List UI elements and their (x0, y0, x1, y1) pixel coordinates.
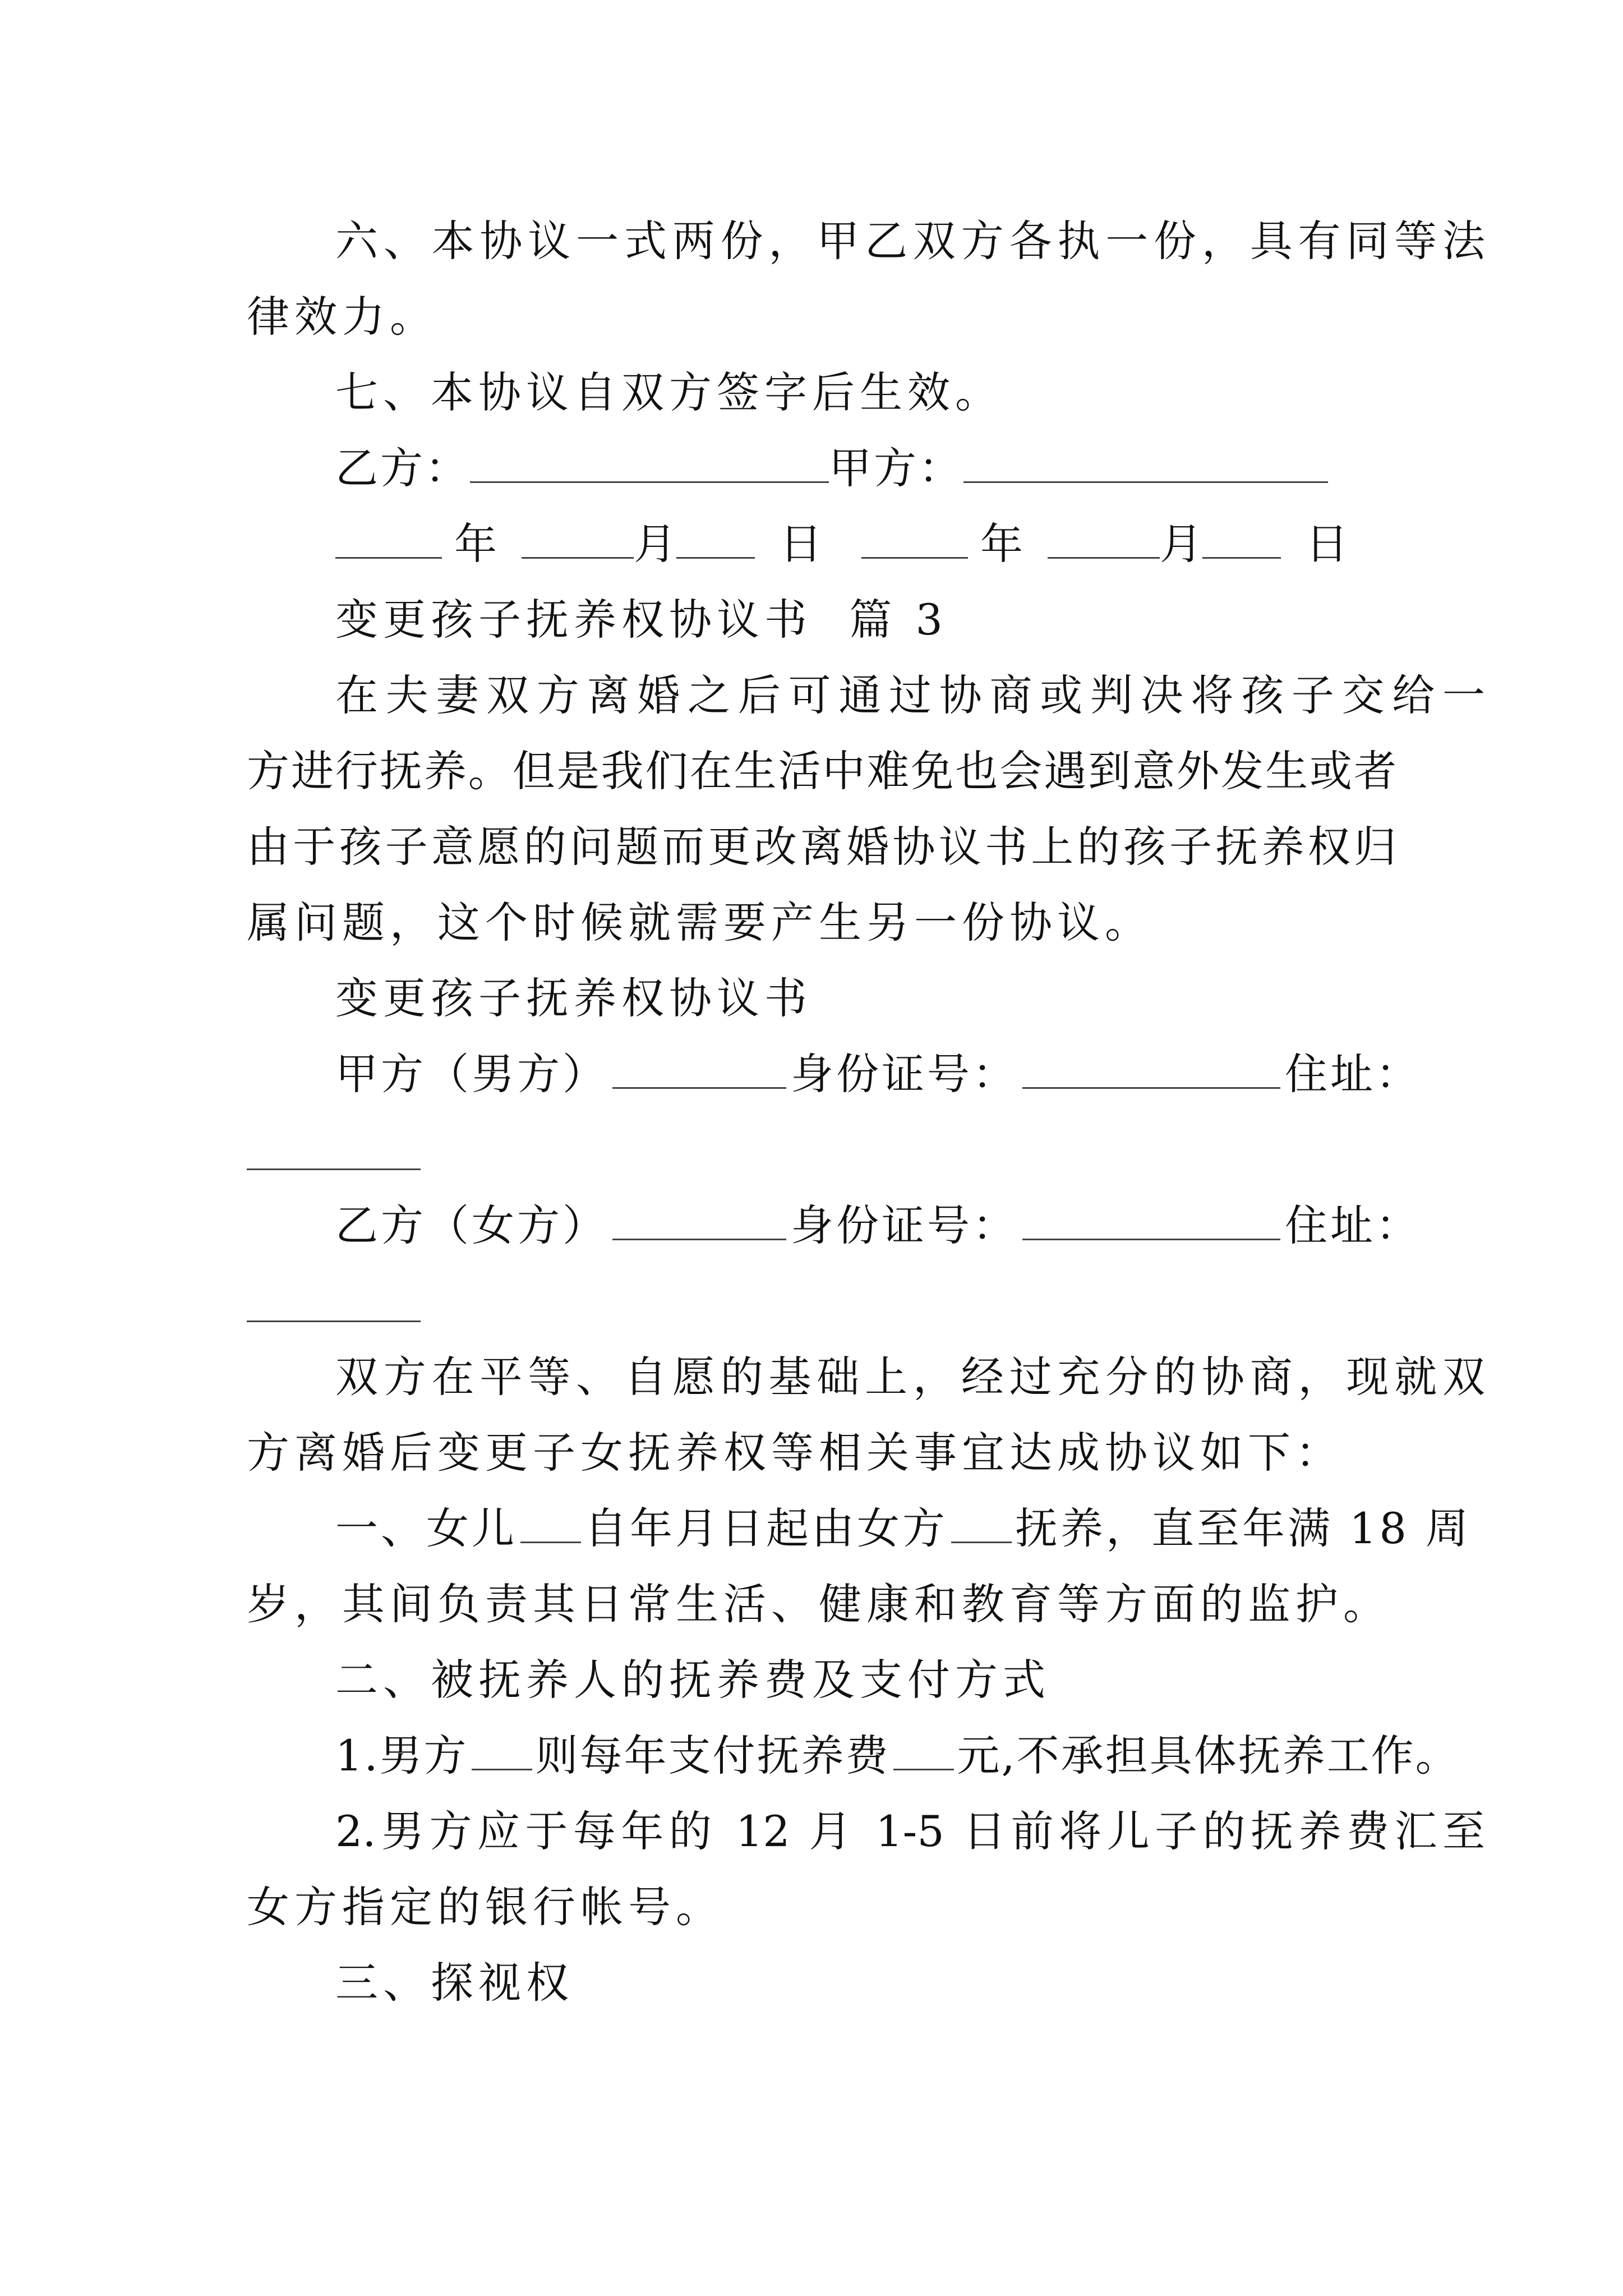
clause-2-item-1-part-1: 1.男方 (335, 1731, 468, 1780)
party-b-address-label: 住址： (1285, 1200, 1421, 1250)
signature-row (335, 443, 1485, 493)
year-blank-right[interactable] (861, 523, 968, 559)
intro-line-4: 属问题，这个时候就需要产生另一份协议。 (247, 898, 1152, 947)
clause-1-line-2: 岁，其间负责其日常生活、健康和教育等方面的监护。 (247, 1579, 1391, 1629)
agreement-title: 变更孩子抚养权协议书 (335, 973, 812, 1023)
clause-1-part-3: 抚养，直至年满 18 周 (1015, 1503, 1472, 1553)
day-blank-left[interactable] (676, 523, 755, 559)
support-amount-blank[interactable] (893, 1735, 954, 1770)
party-a-id-label: 身份证号： (791, 1049, 1018, 1099)
intro-line-3: 由于孩子意愿的问题而更改离婚协议书上的孩子抚养权归 (247, 822, 1396, 872)
clause-3-heading: 三、探视权 (335, 1958, 574, 2008)
father-name-blank[interactable] (472, 1735, 532, 1770)
preamble-line-1: 双方在平等、自愿的基础上，经过充分的协商，现就双 (335, 1352, 1485, 1402)
party-b-name-blank[interactable] (612, 1205, 786, 1240)
clause-6-line-1: 六、本协议一式两份，甲乙双方各执一份，具有同等法 (335, 216, 1485, 266)
date-row (335, 519, 1485, 569)
preamble-line-2: 方离婚后变更子女抚养权等相关事宜达成协议如下： (247, 1428, 1343, 1478)
party-a-row (335, 1049, 1485, 1099)
intro-line-2: 方进行抚养。但是我们在生活中难免也会遇到意外发生或者 (247, 746, 1396, 796)
clause-2-item-1-part-2: 则每年支付抚养费 (535, 1731, 890, 1780)
party-a-id-blank[interactable] (1022, 1053, 1280, 1089)
clause-2-item-2-line-2: 女方指定的银行帐号。 (247, 1882, 723, 1932)
party-b-label: 乙方（女方） (335, 1200, 608, 1250)
clause-2-item-1-part-3: 元,不承担具体抚养工作。 (957, 1731, 1460, 1780)
clause-2-heading: 二、被抚养人的抚养费及支付方式 (335, 1655, 1050, 1705)
mother-name-blank[interactable] (951, 1508, 1012, 1543)
party-a-name-blank[interactable] (612, 1053, 786, 1089)
day-label-right: 日 (1306, 519, 1348, 569)
party-b-id-blank[interactable] (1022, 1205, 1280, 1240)
party-a-label: 甲方（男方） (335, 1049, 608, 1099)
day-blank-right[interactable] (1202, 523, 1281, 559)
party-b-id-label: 身份证号： (791, 1200, 1018, 1250)
clause-6-line-2: 律效力。 (247, 292, 437, 342)
party-a-address-blank[interactable] (247, 1168, 421, 1170)
party-b-signature-label: 乙方： (335, 443, 470, 493)
month-blank-left[interactable] (522, 523, 634, 559)
party-b-address-blank[interactable] (247, 1320, 421, 1322)
month-label-right: 月 (1160, 519, 1202, 569)
clause-2-item-2-line-1: 2.男方应于每年的 12 月 1-5 日前将儿子的抚养费汇至 (335, 1806, 1485, 1856)
party-a-address-label: 住址： (1285, 1049, 1421, 1099)
section-heading: 变更孩子抚养权协议书 篇 3 (335, 595, 948, 645)
month-label-left: 月 (634, 519, 676, 569)
clause-1-part-2: 自年月日起由女方 (584, 1503, 948, 1553)
year-blank-left[interactable] (335, 523, 442, 559)
day-label-left: 日 (780, 519, 822, 569)
clause-1-part-1: 一、女儿 (335, 1503, 517, 1553)
intro-line-1: 在夫妻双方离婚之后可通过协商或判决将孩子交给一 (335, 670, 1485, 720)
party-b-signature-blank[interactable] (470, 448, 829, 483)
clause-1-line-1 (335, 1503, 1485, 1553)
clause-2-item-1 (335, 1731, 1485, 1780)
party-b-row (335, 1200, 1485, 1250)
party-a-signature-blank[interactable] (963, 448, 1328, 483)
year-label-left: 年 (454, 519, 497, 569)
month-blank-right[interactable] (1048, 523, 1160, 559)
party-a-signature-label: 甲方： (829, 443, 963, 493)
clause-7: 七、本协议自双方签字后生效。 (335, 367, 1003, 417)
year-label-right: 年 (980, 519, 1023, 569)
daughter-name-blank[interactable] (520, 1508, 581, 1543)
